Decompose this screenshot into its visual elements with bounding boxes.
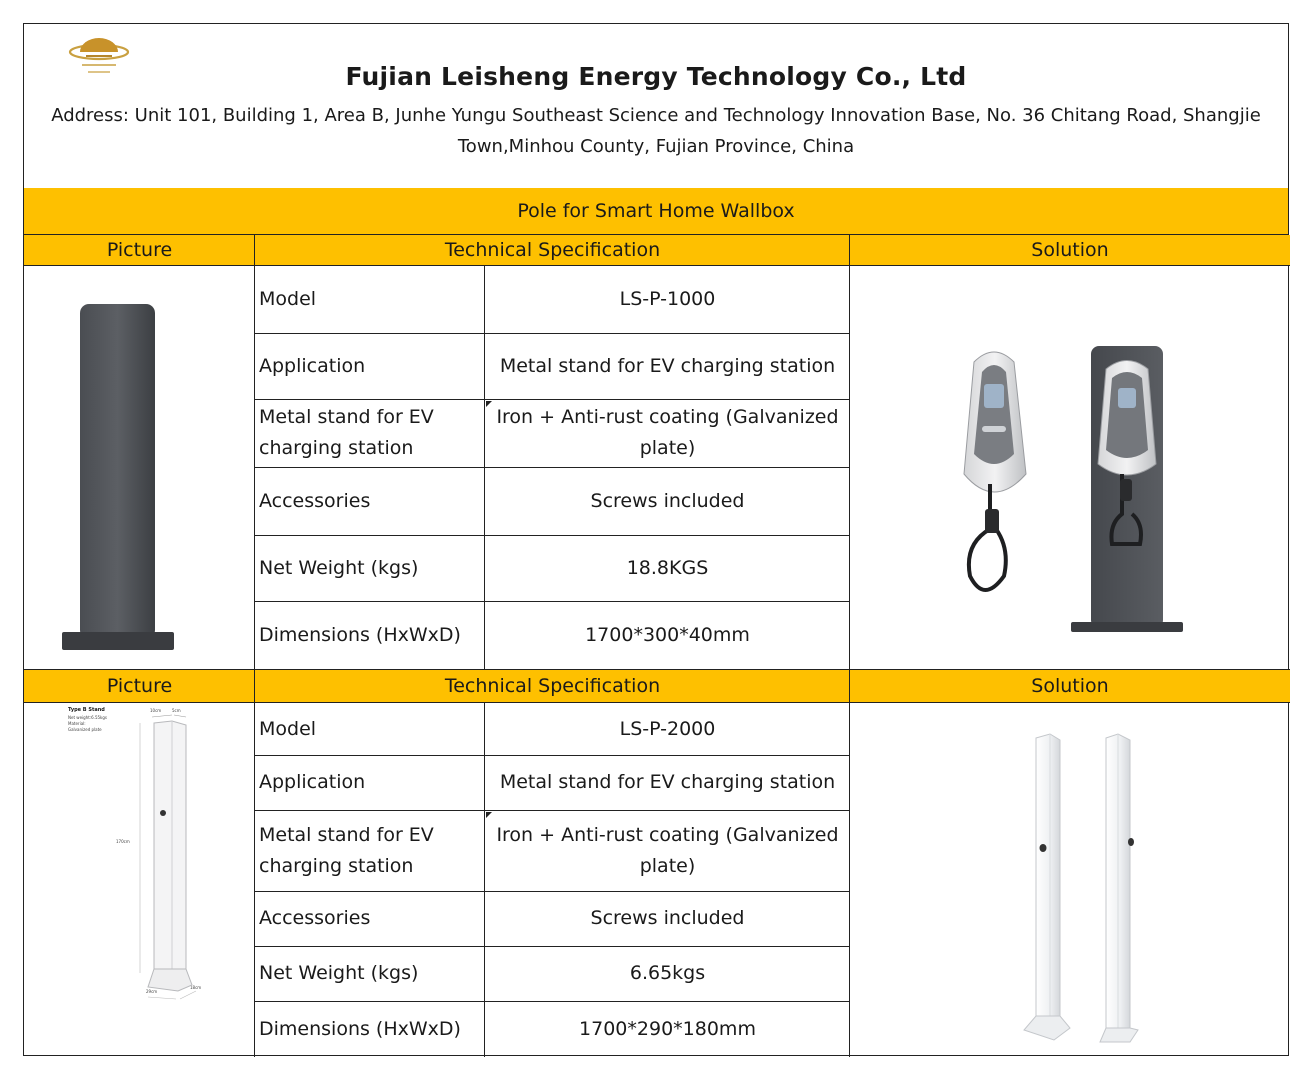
spec-value-dimensions: 1700*290*180mm <box>579 1017 756 1040</box>
spec-label-accessories: Accessories <box>259 489 371 512</box>
dim-height: 170cm <box>116 839 130 844</box>
type-b-stand-outline <box>68 707 248 1007</box>
wallbox-on-pole-image <box>944 314 1184 634</box>
spec-value-accessories: Screws included <box>590 907 745 929</box>
table-title: Pole for Smart Home Wallbox <box>24 188 1288 235</box>
dim-top-a: 10cm <box>150 708 162 713</box>
company-address <box>32 100 1280 162</box>
spec-value-accessories: Screws included <box>590 489 745 512</box>
section2-picture-header: Picture <box>24 669 255 703</box>
spec-label-material: Metal stand for EV charging station <box>259 406 434 459</box>
spec-label-net-weight: Net Weight (kgs) <box>259 962 419 984</box>
spec-label-material: Metal stand for EV charging station <box>259 823 434 877</box>
address-line-1: Address: Unit 101, Building 1, Area B, Junhe Yungu Southeast Science and Technology Innovation Base, No. 36 Chitang Road, Shangjie <box>51 105 1261 126</box>
section2-spec-header: Technical Specification <box>255 669 850 703</box>
spec-label-dimensions: Dimensions (HxWxD) <box>259 1017 461 1040</box>
spec-label-model: Model <box>259 288 317 310</box>
section2-solution-header: Solution <box>850 669 1290 703</box>
section1-picture-header: Picture <box>24 235 255 266</box>
address-line-2: Town,Minhou County, Fujian Province, China <box>457 136 855 157</box>
spec-value-net-weight: 6.65kgs <box>629 962 706 984</box>
dim-bottom-b: 18cm <box>190 985 202 990</box>
drawing-note: Galvanized plate <box>68 727 102 732</box>
spec-value-application: Metal stand for EV charging station <box>499 354 836 377</box>
spec-label-net-weight: Net Weight (kgs) <box>259 556 419 579</box>
spec-sheet <box>23 23 1289 1056</box>
spec-label-application: Application <box>259 354 366 377</box>
drawing-note: Net weight:6.55kgs <box>68 715 107 720</box>
spec-value-model: LS-P-1000 <box>619 288 716 310</box>
section1-spec-header: Technical Specification <box>255 235 850 266</box>
company-name: Fujian Leisheng Energy Technology Co., Ltd <box>345 62 967 91</box>
dim-bottom-a: 29cm <box>146 989 158 994</box>
spec-label-accessories: Accessories <box>259 907 371 929</box>
company-header <box>24 24 1288 189</box>
white-poles-image <box>1014 724 1154 1044</box>
spec-label-dimensions: Dimensions (HxWxD) <box>259 623 461 646</box>
dim-top-b: 5cm <box>172 708 181 713</box>
spec-value-model: LS-P-2000 <box>619 717 716 740</box>
spec-label-model: Model <box>259 717 317 740</box>
dark-pole-image <box>54 296 174 656</box>
drawing-title: Type B Stand <box>68 707 105 713</box>
spec-value-net-weight: 18.8KGS <box>626 556 709 579</box>
drawing-note: Material: <box>68 721 86 726</box>
type-b-stand-drawing <box>68 707 248 1007</box>
spec-value-dimensions: 1700*300*40mm <box>585 623 750 646</box>
grid-line <box>254 235 255 1057</box>
spec-label-application: Application <box>259 771 366 793</box>
spec-value-material: Iron + Anti-rust coating (Galvanized plate) <box>496 406 839 459</box>
section1-solution-header: Solution <box>850 235 1290 266</box>
spec-value-material: Iron + Anti-rust coating (Galvanized plate) <box>496 823 839 877</box>
spec-value-application: Metal stand for EV charging station <box>499 771 836 793</box>
